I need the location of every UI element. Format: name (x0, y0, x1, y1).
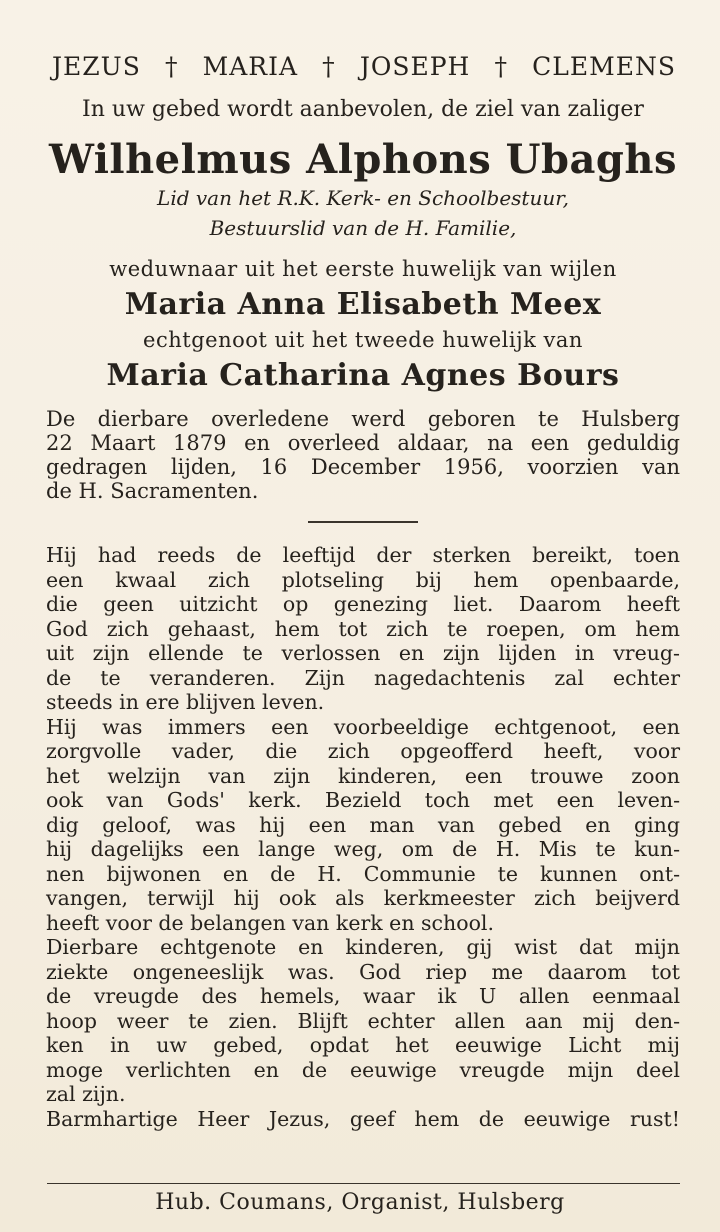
details-line: De dierbare overledene werd geboren te Hulsberg (46, 407, 680, 431)
body-line: Barmhartige Heer Jezus, geef hem de eeuwige rust! (46, 1106, 680, 1131)
header-name-clemens: CLEMENS (532, 52, 676, 81)
body-line: Hij was immers een voorbeeldige echtgenoot, een (46, 714, 680, 739)
body-line: uit zijn ellende te verlossen en zijn lijden in vreug- (46, 641, 680, 665)
body-line: de te veranderen. Zijn nagedachtenis zal echter (46, 665, 680, 690)
header-name-jezus: JEZUS (52, 52, 141, 81)
cross-icon: † (494, 52, 508, 81)
body-line: die geen uitzicht op genezing liet. Daarom heeft (46, 592, 680, 616)
spouse-line: echtgenoot uit het tweede huwelijk van (143, 328, 583, 352)
body-line: zal zijn. (46, 1082, 126, 1106)
second-wife-name: Maria Catharina Agnes Bours (106, 358, 620, 393)
section-divider (308, 521, 418, 523)
body-line: steeds in ere blijven leven. (46, 690, 325, 714)
body-line: een kwaal zich plotseling bij hem openbaarde, (46, 567, 680, 592)
cross-icon: † (322, 52, 336, 81)
holy-names-header (46, 52, 680, 81)
cross-icon: † (164, 52, 179, 81)
details-line: 22 Maart 1879 en overleed aldaar, na een geduldig (46, 431, 680, 455)
body-line: ken in uw gebed, opdat het eeuwige Licht mij (46, 1033, 680, 1057)
role-line: Lid van het R.K. Kerk- en Schoolbestuur, (157, 186, 569, 210)
body-line: het welzijn van zijn kinderen, een trouwe zoon (46, 763, 680, 788)
life-details (46, 407, 680, 503)
widower-line: weduwnaar uit het eerste huwelijk van wijlen (109, 257, 617, 281)
eulogy-text (46, 543, 680, 1131)
body-line: Hij had reeds de leeftijd der sterken bereikt, toen (46, 543, 680, 567)
body-line: hij dagelijks een lange weg, om de H. Mis te kun- (46, 837, 680, 861)
details-line: gedragen lijden, 16 December 1956, voorzien van (46, 455, 680, 479)
body-line: de vreugde des hemels, waar ik U allen eenmaal (46, 984, 680, 1008)
printer-credit: Hub. Coumans, Organist, Hulsberg (155, 1190, 565, 1215)
intro-text: In uw gebed wordt aanbevolen, de ziel van zaliger (82, 97, 644, 122)
details-line: de H. Sacramenten. (46, 479, 259, 503)
body-line: nen bijwonen en de H. Communie te kunnen ont- (46, 861, 680, 886)
body-line: God zich gehaast, hem tot zich te roepen, om hem (46, 616, 680, 641)
body-line: zorgvolle vader, die zich opgeofferd heeft, voor (46, 739, 680, 763)
role-line: Bestuurslid van de H. Familie, (209, 216, 517, 240)
body-line: Dierbare echtgenote en kinderen, gij wist dat mijn (46, 935, 680, 959)
deceased-name: Wilhelmus Alphons Ubaghs (48, 136, 677, 183)
footer-rule (47, 1183, 680, 1184)
body-line: heeft voor de belangen van kerk en school. (46, 910, 494, 935)
body-line: moge verlichten en de eeuwige vreugde mijn deel (46, 1057, 680, 1082)
body-line: ziekte ongeneeslijk was. God riep me daarom tot (46, 959, 680, 984)
header-name-maria: MARIA (202, 52, 299, 81)
body-line: dig geloof, was hij een man van gebed en ging (46, 812, 680, 837)
body-line: ook van Gods' kerk. Bezield toch met een leven- (46, 788, 680, 812)
header-name-joseph: JOSEPH (359, 52, 471, 81)
body-line: vangen, terwijl hij ook als kerkmeester zich beijverd (46, 886, 680, 910)
first-wife-name: Maria Anna Elisabeth Meex (124, 287, 602, 322)
body-line: hoop weer te zien. Blijft echter allen aan mij den- (46, 1008, 680, 1033)
